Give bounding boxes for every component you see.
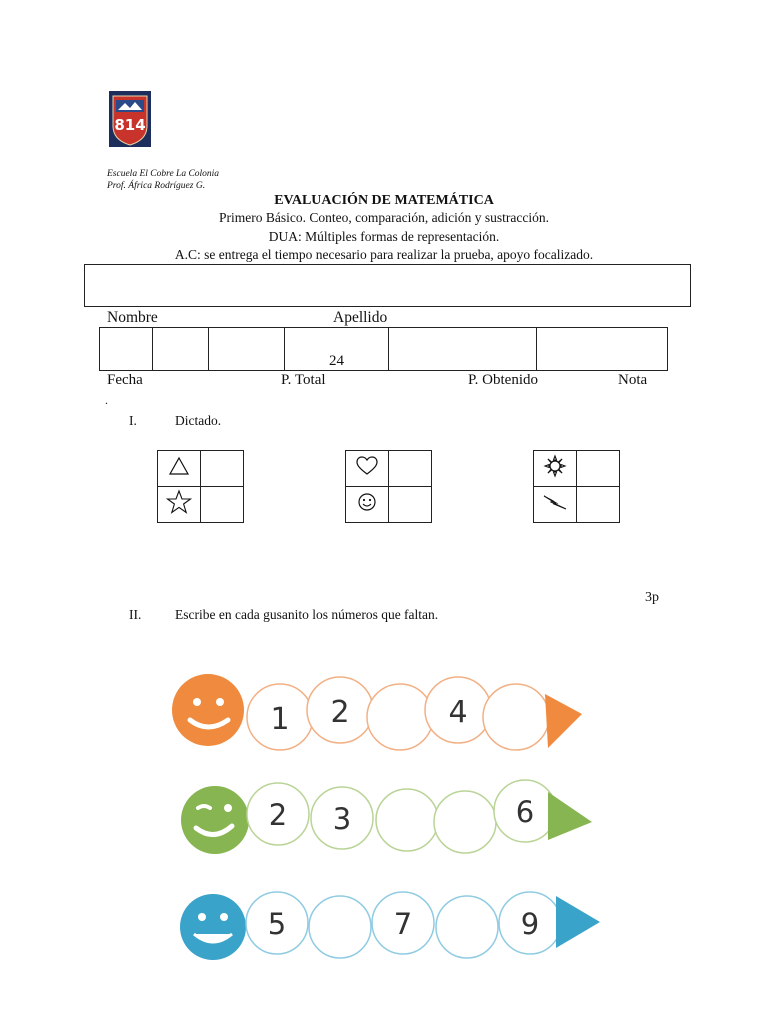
- heart-icon: [355, 455, 379, 477]
- worm-3-eye: [198, 913, 206, 921]
- section-1-title: Dictado.: [175, 413, 222, 428]
- section-2-title: Escribe en cada gusanito los números que faltan.: [175, 607, 439, 622]
- subtitle: Primero Básico. Conteo, comparación, adición y sustracción.: [219, 210, 549, 225]
- worm-1-circle: [483, 684, 549, 750]
- sun-icon: [543, 454, 567, 478]
- obtained-points-cell[interactable]: [389, 328, 537, 371]
- worm-3-eye: [220, 913, 228, 921]
- section-2-numeral: II.: [129, 607, 142, 622]
- worm-2-tail: [548, 792, 592, 840]
- worm-3-number: 7: [393, 907, 413, 941]
- ac-line: A.C: se entrega el tiempo necesario para realizar la prueba, apoyo focalizado.: [174, 247, 594, 262]
- worm-2: [170, 778, 610, 858]
- obtenido-label: P. Obtenido: [468, 372, 539, 388]
- worm-3-circle: [309, 896, 371, 958]
- worm-2-wink: [198, 806, 210, 808]
- smiley-cell: [346, 487, 389, 523]
- answer-cell[interactable]: [389, 487, 432, 523]
- answer-cell[interactable]: [577, 451, 620, 487]
- answer-cell[interactable]: [201, 487, 244, 523]
- worm-1-number: 2: [330, 695, 350, 730]
- worm-1-eye: [216, 698, 224, 706]
- total-points-value: 24: [329, 353, 344, 369]
- answer-cell[interactable]: [389, 451, 432, 487]
- star-icon: [166, 489, 192, 515]
- section-1-points: 3p: [645, 590, 659, 605]
- answer-cell[interactable]: [201, 451, 244, 487]
- info-cell[interactable]: [100, 328, 153, 371]
- info-cell[interactable]: [209, 328, 285, 371]
- lightning-icon: [541, 492, 569, 512]
- worm-3-tail: [556, 896, 600, 948]
- school-logo: [108, 90, 152, 148]
- worm-3-number: 9: [520, 907, 540, 941]
- total-label: P. Total: [281, 372, 326, 388]
- worm-1-head: [172, 674, 244, 746]
- lightning-cell: [534, 487, 577, 523]
- worm-2-head: [181, 786, 249, 854]
- worm-1-number: 4: [448, 695, 468, 730]
- stray-dot: .: [105, 393, 108, 407]
- worm-2-circle: [434, 791, 496, 853]
- worm-2-number: 6: [515, 795, 535, 829]
- smiley-icon: [357, 492, 377, 512]
- dictation-grid-2: [345, 450, 432, 523]
- info-cell[interactable]: [153, 328, 209, 371]
- teacher-name: Prof. África Rodríguez G.: [107, 181, 206, 191]
- answer-box[interactable]: [84, 264, 691, 307]
- sun-cell: [534, 451, 577, 487]
- triangle-icon: [168, 455, 190, 477]
- logo-number: 814: [114, 116, 146, 134]
- worm-1: [170, 672, 610, 752]
- dua-line: DUA: Múltiples formas de representación.: [268, 229, 500, 244]
- apellido-label: Apellido: [333, 309, 388, 326]
- section-1-numeral: I.: [129, 413, 137, 428]
- worm-1-circle: [367, 684, 433, 750]
- dictation-grid-3: [533, 450, 620, 523]
- worm-3-circle: [436, 896, 498, 958]
- worm-3-head: [180, 894, 246, 960]
- grade-cell[interactable]: [537, 328, 668, 371]
- worm-1-tail: [545, 694, 582, 748]
- worm-3: [170, 890, 610, 970]
- nombre-label: Nombre: [107, 309, 158, 326]
- worm-2-number: 3: [332, 802, 352, 836]
- worm-1-number: 1: [270, 702, 290, 737]
- star-cell: [158, 487, 201, 523]
- worm-2-number: 2: [268, 798, 288, 832]
- heart-cell: [346, 451, 389, 487]
- dictation-grid-1: [157, 450, 244, 523]
- worm-1-eye: [193, 698, 201, 706]
- nota-label: Nota: [618, 372, 648, 388]
- school-info: [107, 168, 219, 192]
- school-name: Escuela El Cobre La Colonia: [107, 169, 220, 179]
- answer-cell[interactable]: [577, 487, 620, 523]
- worm-2-circle: [376, 789, 438, 851]
- worm-3-number: 5: [267, 907, 287, 941]
- info-table: [99, 327, 668, 371]
- page-title: EVALUACIÓN DE MATEMÁTICA: [274, 193, 494, 208]
- triangle-cell: [158, 451, 201, 487]
- fecha-label: Fecha: [107, 372, 143, 388]
- worm-2-eye: [224, 804, 232, 812]
- total-points-cell: [285, 328, 389, 371]
